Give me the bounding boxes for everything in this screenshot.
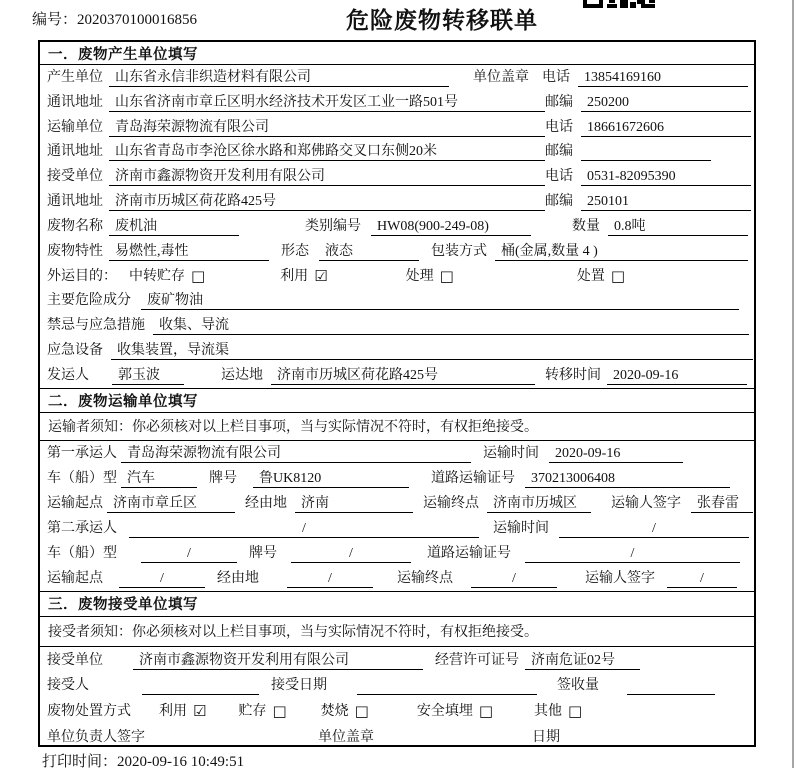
producer-address-row [40, 90, 754, 115]
receiver-postcode-label: 邮编 [545, 194, 573, 210]
consignor-value: 郭玉波 [112, 366, 184, 385]
producer-unit-row [40, 65, 754, 90]
accept-unit-value: 济南市鑫源物资开发利用有限公司 [133, 651, 423, 670]
print-time [42, 750, 244, 768]
receiver-notice: 接受者须知：你必须核对以上栏目事项，当与实际情况不符时，有权拒绝接受。 [40, 617, 754, 647]
producer-postcode-value: 250200 [581, 93, 751, 112]
transporter-unit-row [40, 115, 754, 140]
receiver-address-label: 通讯地址 [47, 194, 103, 210]
license-number-value: 济南危证02号 [525, 651, 640, 670]
route2-end-value: / [471, 569, 557, 588]
license-number-label: 经营许可证号 [435, 652, 519, 668]
form-table [38, 40, 756, 747]
acceptor-label: 接受人 [47, 678, 89, 694]
route-origin-value: 济南市章丘区 [107, 494, 235, 513]
vehicle-type2-value: / [141, 544, 237, 563]
acceptor-row [40, 673, 754, 699]
received-quantity-label: 签收量 [557, 678, 599, 694]
second-carrier-row [40, 516, 754, 541]
waste-name-row [40, 214, 754, 239]
route-via-value: 济南 [295, 494, 413, 513]
hazard-component-value: 废矿物油 [141, 291, 739, 310]
transport-time2-value: / [559, 519, 749, 538]
transfer-time-label: 转移时间 [545, 367, 601, 383]
route-end-value: 济南市历城区 [487, 494, 591, 513]
packing-method-label: 包装方式 [431, 243, 487, 259]
checkbox-storage-icon: □ [272, 702, 287, 721]
accept-date-label: 接受日期 [271, 678, 327, 694]
section3-title: 三．废物接受单位填写 [40, 591, 754, 617]
second-carrier-value: / [129, 519, 479, 538]
form-number [32, 8, 197, 29]
receiver-address-value: 济南市历城区荷花路425号 [109, 192, 545, 211]
transfer-time-value: 2020-09-16 [607, 366, 747, 385]
transporter-notice: 运输者须知：你必须核对以上栏目事项，当与实际情况不符时，有权拒绝接受。 [40, 413, 754, 441]
receiver-unit-label: 接受单位 [47, 169, 103, 185]
checkbox-dispose-icon: □ [610, 266, 626, 285]
route2-via-label: 经由地 [217, 570, 259, 586]
producer-unit-label: 产生单位 [47, 69, 103, 85]
waste-form-label: 形态 [281, 243, 309, 259]
transporter-unit-value: 青岛海荣源物流有限公司 [109, 118, 545, 137]
vehicle-type-label: 车（船）型 [47, 470, 117, 486]
option-incinerate-label: 焚烧 [320, 704, 349, 720]
option-utilize2-label: 利用 [159, 704, 187, 720]
section2-title: 二．废物运输单位填写 [40, 388, 754, 413]
accept-date-value [357, 676, 537, 695]
receiver-postcode-value: 250101 [581, 192, 751, 211]
route-end-label: 运输终点 [423, 495, 479, 511]
road-permit2-label: 道路运输证号 [427, 545, 511, 561]
option-dispose-label: 处置 [576, 268, 605, 284]
first-carrier-value: 青岛海荣源物流有限公司 [121, 444, 471, 463]
consignor-label: 发运人 [47, 367, 89, 383]
waste-property-label: 废物特性 [47, 243, 103, 259]
option-transit-storage-label: 中转贮存 [129, 268, 185, 284]
waste-form-value: 液态 [319, 242, 419, 261]
checkbox-incinerate-icon: □ [354, 702, 369, 721]
checkbox-landfill-icon: □ [478, 702, 494, 721]
waste-category-label: 类别编号 [305, 218, 361, 234]
receiver-unit-value: 济南市鑫源物资开发利用有限公司 [109, 167, 545, 186]
option-landfill-label: 安全填埋 [416, 704, 473, 720]
road-permit2-value: / [525, 544, 740, 563]
second-carrier-label: 第二承运人 [47, 520, 117, 536]
first-carrier-row [40, 441, 754, 466]
producer-unit-value: 山东省永信非织造材料有限公司 [109, 68, 449, 87]
receiver-unit-row [40, 164, 754, 189]
transfer-purpose-row [40, 264, 754, 289]
transporter-phone-label: 电话 [545, 119, 573, 135]
route-via-label: 经由地 [245, 495, 287, 511]
plate-number-label: 牌号 [209, 470, 237, 486]
page-title: 危险废物转移联单 [346, 8, 538, 33]
print-time-value: 2020-09-16 10:49:51 [117, 754, 245, 768]
received-quantity-value [627, 676, 715, 695]
vehicle-type-value: 汽车 [121, 469, 197, 488]
option-other-label: 其他 [534, 704, 563, 720]
consignor-row [40, 363, 754, 388]
acceptor-value [142, 676, 259, 695]
route2-row [40, 566, 754, 591]
waste-category-value: HW08(900-249-08) [371, 217, 531, 236]
plate-number-value: 鲁UK8120 [253, 469, 409, 488]
responsible-signature-label: 单位负责人签字 [47, 729, 145, 745]
checkbox-treat-icon: □ [439, 266, 454, 285]
route2-origin-label: 运输起点 [47, 570, 103, 586]
transporter-address-row [40, 140, 754, 165]
transport-time-label: 运输时间 [483, 445, 539, 461]
transport-time2-label: 运输时间 [493, 520, 549, 536]
responsible-signature-value [202, 728, 293, 747]
checkbox-transit-storage-icon: □ [191, 266, 206, 285]
transporter-postcode-value [581, 142, 711, 161]
hazard-component-label: 主要危险成分 [47, 293, 131, 309]
producer-postcode-label: 邮编 [545, 94, 573, 110]
producer-phone-value: 13854169160 [578, 68, 748, 87]
unit-seal-label: 单位盖章 [473, 69, 529, 85]
date-label: 日期 [532, 729, 560, 745]
accept-unit-label: 接受单位 [47, 652, 103, 668]
form-number-label: 编号： [32, 12, 78, 28]
disposal-method-label: 废物处置方式 [47, 704, 131, 720]
disposal-method-row [40, 698, 754, 724]
vehicle-type2-label: 车（船）型 [47, 545, 117, 561]
section1-title: 一．废物产生单位填写 [40, 42, 754, 65]
waste-name-value: 废机油 [109, 217, 239, 236]
option-storage-label: 贮存 [238, 704, 267, 720]
route2-end-label: 运输终点 [397, 570, 453, 586]
transporter-unit-label: 运输单位 [47, 119, 103, 135]
form-number-value: 2020370100016856 [77, 12, 198, 28]
date-value [587, 728, 712, 747]
emergency-equipment-row [40, 338, 754, 363]
transfer-purpose-label: 外运目的： [47, 268, 117, 284]
first-carrier-label: 第一承运人 [47, 445, 117, 461]
checkbox-other-icon: □ [568, 702, 583, 721]
checkbox-utilize-checked-icon: ☑ [314, 266, 328, 285]
waste-quantity-value: 0.8吨 [608, 217, 748, 236]
page-edge-line [792, 0, 794, 768]
transporter-phone-value: 18661672606 [581, 118, 751, 137]
print-time-label: 打印时间： [42, 754, 118, 768]
waste-quantity-label: 数量 [572, 218, 600, 234]
vehicle-type-row [40, 466, 754, 491]
hazard-component-row [40, 289, 754, 314]
option-utilize-label: 利用 [280, 268, 309, 284]
emergency-measures-row [40, 313, 754, 338]
producer-phone-label: 电话 [542, 69, 570, 85]
receiver-address-row [40, 189, 754, 214]
unit-seal2-label: 单位盖章 [318, 729, 374, 745]
route2-origin-value: / [119, 569, 205, 588]
route-row [40, 491, 754, 516]
accept-unit-row [40, 647, 754, 673]
qr-code-fragment-icon [583, 0, 657, 8]
transporter-address-label: 通讯地址 [47, 144, 103, 160]
option-treat-label: 处理 [405, 268, 434, 284]
emergency-equipment-label: 应急设备 [47, 343, 103, 359]
transport-time-value: 2020-09-16 [549, 444, 683, 463]
waste-property-row [40, 239, 754, 264]
road-permit-value: 370213006408 [525, 469, 730, 488]
emergency-measures-value: 收集、导流 [153, 316, 749, 335]
carrier2-signature-label: 运输人签字 [585, 570, 655, 586]
plate-number2-value: / [291, 544, 411, 563]
checkbox-utilize2-checked-icon: ☑ [193, 702, 207, 721]
plate-number2-label: 牌号 [249, 545, 277, 561]
destination-label: 运达地 [221, 367, 263, 383]
carrier2-signature-value: / [667, 569, 737, 588]
transporter-postcode-label: 邮编 [545, 144, 573, 160]
vehicle-type2-row [40, 541, 754, 566]
route-origin-label: 运输起点 [47, 495, 103, 511]
emergency-equipment-value: 收集装置，导流渠 [111, 341, 753, 360]
receiver-phone-label: 电话 [545, 169, 573, 185]
route2-via-value: / [287, 569, 373, 588]
transporter-address-value: 山东省青岛市李沧区徐水路和郑佛路交叉口东侧20米 [109, 142, 545, 161]
carrier-signature-label: 运输人签字 [611, 495, 681, 511]
destination-value: 济南市历城区荷花路425号 [271, 366, 535, 385]
responsible-signature-row [40, 724, 754, 750]
producer-address-value: 山东省济南市章丘区明水经济技术开发区工业一路501号 [109, 93, 545, 112]
producer-address-label: 通讯地址 [47, 94, 103, 110]
packing-method-value: 桶(金属,数量 4 ) [495, 242, 748, 261]
receiver-phone-value: 0531-82095390 [581, 167, 751, 186]
road-permit-label: 道路运输证号 [431, 470, 515, 486]
emergency-measures-label: 禁忌与应急措施 [47, 318, 145, 334]
carrier-signature-value: 张春雷 [691, 494, 753, 513]
waste-property-value: 易燃性,毒性 [109, 242, 269, 261]
waste-name-label: 废物名称 [47, 218, 103, 234]
